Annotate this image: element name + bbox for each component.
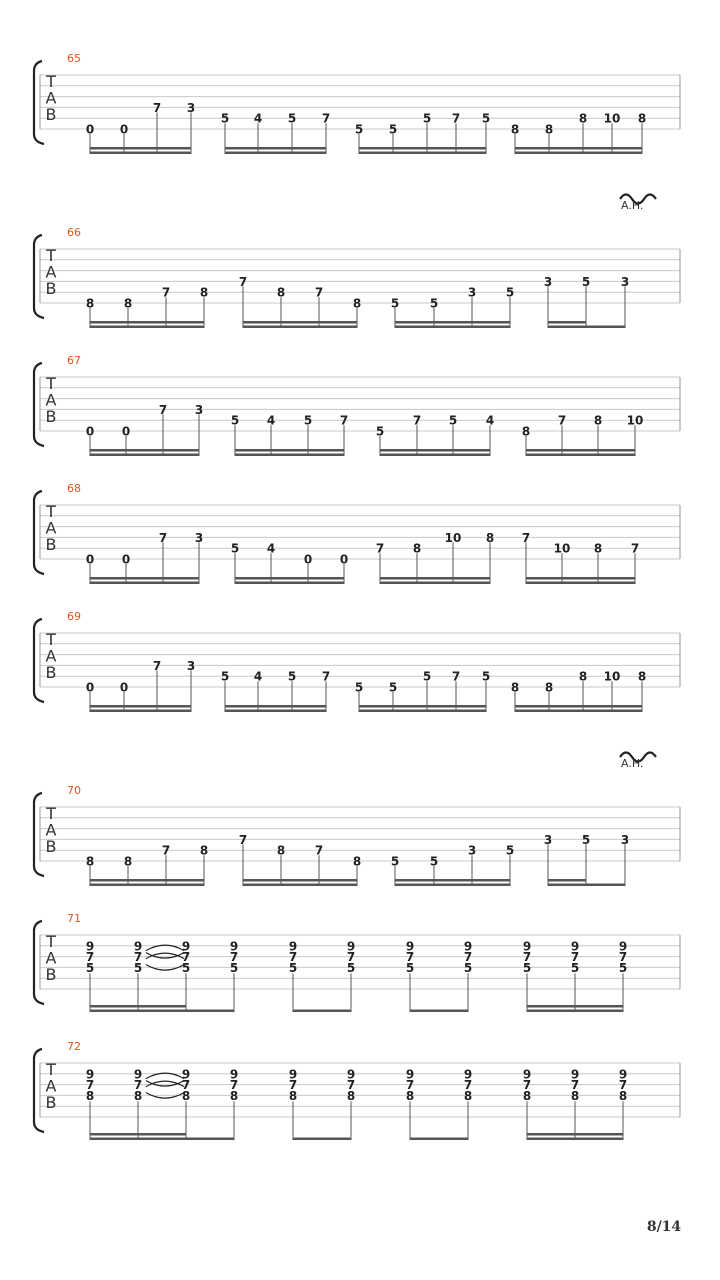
beam-primary [526,454,635,457]
chord-fret-number: 5 [85,960,95,975]
fret-number: 10 [603,669,621,684]
chord-fret-number: 9 [133,1067,143,1082]
beam-primary [515,710,642,713]
chord-fret-number: 5 [522,960,532,975]
fret-number: 8 [352,296,362,311]
fret-number: 7 [412,413,422,428]
chord-fret-number: 7 [133,1078,143,1093]
fret-number: 8 [544,122,554,137]
beam-primary [526,582,635,585]
fret-number: 5 [581,832,591,847]
chord-fret-number: 5 [133,960,143,975]
beam-primary [359,710,486,713]
fret-number: 8 [276,285,286,300]
fret-number: 3 [620,274,630,289]
chord-fret-number: 9 [522,939,532,954]
fret-number: 5 [354,680,364,695]
fret-number: 5 [287,669,297,684]
fret-number: 7 [158,530,168,545]
fret-number: 7 [161,285,171,300]
chord-fret-number: 7 [570,950,580,965]
beam-primary [90,1138,234,1141]
fret-number: 8 [578,669,588,684]
fret-number: 0 [85,424,95,439]
fret-number: 5 [390,296,400,311]
chord-fret-number: 9 [288,1067,298,1082]
fret-number: 5 [375,424,385,439]
fret-number: 7 [158,402,168,417]
chord-fret-number: 9 [346,1067,356,1082]
beam-primary [410,1138,468,1141]
fret-number: 4 [253,669,263,684]
chord-fret-number: 7 [288,950,298,965]
fret-number: 10 [603,111,621,126]
fret-number: 3 [467,285,477,300]
chord-fret-number: 8 [181,1088,191,1103]
fret-number: 0 [121,552,131,567]
fret-number: 8 [85,296,95,311]
chord-fret-number: 7 [618,950,628,965]
beam-secondary [90,879,204,882]
beam-secondary [526,577,635,580]
fret-number: 8 [199,843,209,858]
fret-number: 7 [339,413,349,428]
beam-primary [548,884,625,887]
chord-fret-number: 5 [346,960,356,975]
fret-number: 10 [626,413,644,428]
beam-primary [90,1010,234,1013]
beam-secondary [225,147,326,150]
fret-number: 8 [510,122,520,137]
fret-number: 7 [321,669,331,684]
beam-primary [395,326,510,329]
fret-number: 3 [186,658,196,673]
beam-secondary [380,577,490,580]
chord-fret-number: 9 [405,939,415,954]
system-bracket [34,619,44,702]
chord-fret-number: 7 [618,1078,628,1093]
fret-number: 10 [444,530,462,545]
system-bracket [34,491,44,574]
fret-number: 5 [505,285,515,300]
fret-number: 5 [481,669,491,684]
fret-number: 7 [161,843,171,858]
system-bracket [34,1049,44,1132]
beam-primary [90,152,191,155]
chord-fret-number: 9 [229,1067,239,1082]
measure-number: 71 [67,912,81,925]
beam-primary [293,1010,351,1013]
chord-fret-number: 9 [618,1067,628,1082]
fret-number: 3 [186,100,196,115]
chord-fret-number: 7 [463,1078,473,1093]
chord-fret-number: 7 [229,1078,239,1093]
chord-fret-number: 8 [229,1088,239,1103]
fret-number: 5 [230,413,240,428]
beam-primary [548,326,625,329]
chord-fret-number: 7 [405,950,415,965]
system-bracket [34,793,44,876]
tab-clef-letter: A [45,518,57,538]
beam-secondary [90,449,199,452]
fret-number: 8 [593,541,603,556]
fret-number: 7 [451,669,461,684]
chord-fret-number: 8 [405,1088,415,1103]
chord-fret-number: 7 [181,1078,191,1093]
fret-number: 0 [121,424,131,439]
beam-primary [90,884,204,887]
chord-fret-number: 5 [618,960,628,975]
tab-clef-letter: T [46,502,56,521]
measure-number: 68 [67,482,81,495]
beam-secondary [90,321,204,324]
fret-number: 5 [422,111,432,126]
chord-fret-number: 7 [133,950,143,965]
system-bracket [34,921,44,1004]
fret-number: 5 [422,669,432,684]
fret-number: 7 [451,111,461,126]
tab-clef-letter: T [46,72,56,91]
chord-fret-number: 5 [181,960,191,975]
beam-secondary [395,321,510,324]
measure-number: 65 [67,52,81,65]
beam-secondary [548,321,586,324]
beam-secondary [90,147,191,150]
beam-primary [90,454,199,457]
beam-primary [225,152,326,155]
chord-fret-number: 7 [181,950,191,965]
beam-secondary [235,449,344,452]
chord-fret-number: 7 [346,950,356,965]
fret-number: 8 [85,854,95,869]
fret-number: 8 [123,854,133,869]
tab-clef-letter: T [46,374,56,393]
chord-fret-number: 8 [346,1088,356,1103]
tab-clef-letter: A [45,262,57,282]
fret-number: 7 [375,541,385,556]
fret-number: 8 [510,680,520,695]
fret-number: 0 [85,552,95,567]
beam-primary [527,1138,623,1141]
chord-fret-number: 5 [229,960,239,975]
fret-number: 7 [557,413,567,428]
fret-number: 0 [85,122,95,137]
fret-number: 8 [578,111,588,126]
fret-number: 4 [253,111,263,126]
tab-clef-letter: T [46,630,56,649]
tab-clef-letter: A [45,1076,57,1096]
fret-number: 8 [544,680,554,695]
chord-fret-number: 7 [522,950,532,965]
beam-primary [527,1010,623,1013]
measure-number: 70 [67,784,81,797]
fret-number: 5 [505,843,515,858]
fret-number: 4 [266,541,276,556]
fret-number: 7 [314,285,324,300]
beam-primary [380,582,490,585]
fret-number: 5 [220,111,230,126]
chord-fret-number: 9 [181,1067,191,1082]
beam-primary [243,326,357,329]
tab-clef-letter: B [45,837,57,856]
chord-fret-number: 7 [570,1078,580,1093]
beam-primary [90,326,204,329]
fret-number: 0 [119,680,129,695]
chord-fret-number: 5 [570,960,580,975]
chord-fret-number: 9 [570,1067,580,1082]
beam-primary [410,1010,468,1013]
harmonic-label: A.H. [621,199,644,212]
chord-fret-number: 8 [288,1088,298,1103]
tab-clef-letter: B [45,105,57,124]
fret-number: 8 [276,843,286,858]
beam-secondary [380,449,490,452]
beam-secondary [243,321,357,324]
fret-number: 5 [448,413,458,428]
chord-fret-number: 7 [85,1078,95,1093]
beam-primary [243,884,357,887]
fret-number: 0 [119,122,129,137]
beam-secondary [90,1133,186,1136]
chord-fret-number: 9 [346,939,356,954]
fret-number: 10 [553,541,571,556]
beam-primary [515,152,642,155]
fret-number: 5 [429,296,439,311]
tab-clef-letter: B [45,535,57,554]
chord-fret-number: 5 [288,960,298,975]
beam-secondary [526,449,635,452]
chord-fret-number: 7 [229,950,239,965]
chord-fret-number: 9 [570,939,580,954]
fret-number: 0 [303,552,313,567]
fret-number: 3 [620,832,630,847]
system-bracket [34,235,44,318]
chord-fret-number: 8 [522,1088,532,1103]
chord-fret-number: 9 [618,939,628,954]
chord-fret-number: 7 [85,950,95,965]
fret-number: 5 [388,122,398,137]
beam-primary [225,710,326,713]
fret-number: 3 [543,832,553,847]
tab-clef-letter: B [45,279,57,298]
chord-fret-number: 9 [85,939,95,954]
page-number: 8/14 [646,1219,682,1235]
beam-primary [90,582,199,585]
fret-number: 8 [485,530,495,545]
fret-number: 5 [354,122,364,137]
chord-fret-number: 7 [405,1078,415,1093]
chord-fret-number: 7 [288,1078,298,1093]
fret-number: 5 [581,274,591,289]
chord-fret-number: 8 [133,1088,143,1103]
fret-number: 7 [152,100,162,115]
fret-number: 8 [199,285,209,300]
beam-secondary [359,147,486,150]
fret-number: 7 [238,832,248,847]
chord-fret-number: 9 [463,1067,473,1082]
fret-number: 8 [123,296,133,311]
beam-primary [395,884,510,887]
beam-primary [359,152,486,155]
fret-number: 7 [314,843,324,858]
tab-clef-letter: A [45,390,57,410]
tab-clef-letter: B [45,663,57,682]
fret-number: 3 [543,274,553,289]
system-bracket [34,363,44,446]
fret-number: 3 [194,530,204,545]
tab-clef-letter: B [45,407,57,426]
beam-secondary [548,879,586,882]
measure-number: 67 [67,354,81,367]
beam-secondary [235,577,344,580]
chord-fret-number: 8 [85,1088,95,1103]
fret-number: 5 [388,680,398,695]
chord-fret-number: 9 [522,1067,532,1082]
fret-number: 8 [412,541,422,556]
chord-fret-number: 9 [85,1067,95,1082]
tab-clef-letter: T [46,804,56,823]
tab-clef-letter: A [45,88,57,108]
chord-fret-number: 7 [463,950,473,965]
fret-number: 5 [429,854,439,869]
fret-number: 8 [637,111,647,126]
chord-fret-number: 7 [346,1078,356,1093]
chord-fret-number: 5 [463,960,473,975]
chord-fret-number: 5 [405,960,415,975]
fret-number: 3 [194,402,204,417]
tab-clef-letter: T [46,246,56,265]
fret-number: 0 [85,680,95,695]
fret-number: 5 [230,541,240,556]
tab-clef-letter: A [45,820,57,840]
beam-secondary [243,879,357,882]
tab-clef-letter: B [45,965,57,984]
tab-clef-letter: T [46,932,56,951]
beam-primary [380,454,490,457]
fret-number: 5 [220,669,230,684]
fret-number: 8 [593,413,603,428]
beam-secondary [515,705,642,708]
chord-fret-number: 8 [618,1088,628,1103]
chord-fret-number: 8 [463,1088,473,1103]
fret-number: 5 [287,111,297,126]
chord-fret-number: 9 [181,939,191,954]
fret-number: 5 [390,854,400,869]
chord-fret-number: 9 [288,939,298,954]
beam-secondary [359,705,486,708]
fret-number: 5 [303,413,313,428]
fret-number: 7 [630,541,640,556]
fret-number: 8 [637,669,647,684]
chord-fret-number: 9 [405,1067,415,1082]
tab-clef-letter: A [45,948,57,968]
tab-clef-letter: T [46,1060,56,1079]
beam-secondary [90,577,199,580]
fret-number: 7 [238,274,248,289]
system-bracket [34,61,44,144]
chord-fret-number: 9 [133,939,143,954]
beam-secondary [225,705,326,708]
fret-number: 5 [481,111,491,126]
fret-number: 8 [521,424,531,439]
fret-number: 8 [352,854,362,869]
beam-secondary [90,705,191,708]
measure-number: 66 [67,226,81,239]
harmonic-label: A.H. [621,757,644,770]
chord-fret-number: 7 [522,1078,532,1093]
measure-number: 72 [67,1040,81,1053]
beam-secondary [527,1133,623,1136]
fret-number: 7 [152,658,162,673]
beam-secondary [527,1005,623,1008]
fret-number: 3 [467,843,477,858]
chord-fret-number: 9 [463,939,473,954]
beam-primary [293,1138,351,1141]
beam-primary [90,710,191,713]
fret-number: 4 [266,413,276,428]
tab-clef-letter: A [45,646,57,666]
beam-primary [235,582,344,585]
fret-number: 7 [521,530,531,545]
beam-primary [235,454,344,457]
chord-fret-number: 9 [229,939,239,954]
fret-number: 0 [339,552,349,567]
fret-number: 4 [485,413,495,428]
beam-secondary [515,147,642,150]
measure-number: 69 [67,610,81,623]
beam-secondary [395,879,510,882]
beam-secondary [90,1005,186,1008]
chord-fret-number: 8 [570,1088,580,1103]
tab-clef-letter: B [45,1093,57,1112]
fret-number: 7 [321,111,331,126]
